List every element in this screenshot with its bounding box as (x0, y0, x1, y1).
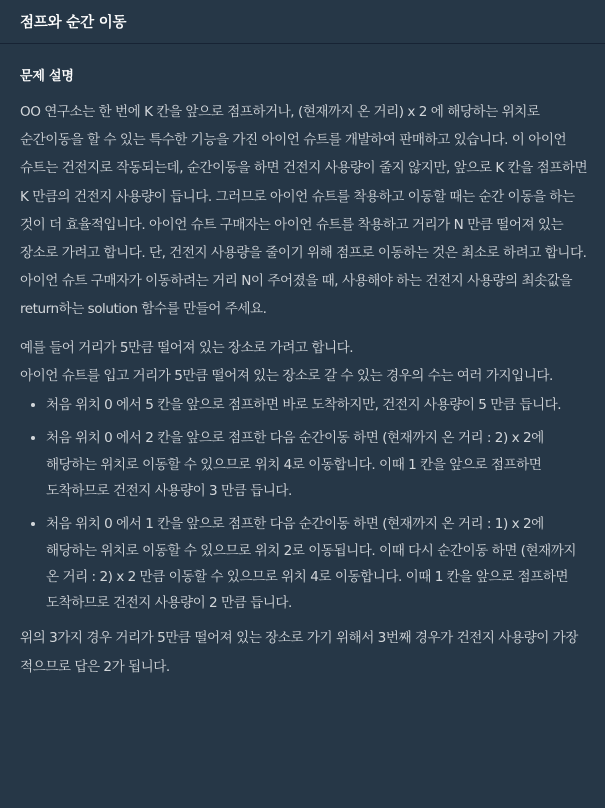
list-item: • 처음 위치 0 에서 5 칸을 앞으로 점프하면 바로 도착하지만, 건전지 사용량이 5 만큼 듭니다. (46, 392, 591, 418)
list-item: • 처음 위치 0 에서 2 칸을 앞으로 점프한 다음 순간이동 하면 (현재까지 온 거리 : 2) x 2에 해당하는 위치로 이동할 수 있으므로 위치 4로 이동합니다. 이때 1 칸을 앞으로 점프하면 도착하므로 건전지 사용량이 3 만큼 듭니다. (46, 425, 591, 504)
problem-title: 점프와 순간 이동 (20, 15, 127, 31)
example-intro (20, 334, 591, 390)
case-list (20, 392, 591, 616)
problem-header (0, 0, 605, 44)
list-item: • 처음 위치 0 에서 1 칸을 앞으로 점프한 다음 순간이동 하면 (현재까지 온 거리 : 1) x 2에 해당하는 위치로 이동할 수 있으므로 위치 2로 이동됩니다. 이때 다시 순간이동 하면 (현재까지 온 거리 : 2) x 2 만큼 이동할 수 있으므로 위치 4로 이동합니다. 이때 1 칸을 앞으로 점프하면 도착하므로 건전지 사용량이 2 만큼 듭니다. (46, 511, 591, 616)
example-line-1: 예를 들어 거리가 5만큼 떨어져 있는 장소로 가려고 합니다. (20, 339, 354, 356)
example-line-2: 아이언 슈트를 입고 거리가 5만큼 떨어져 있는 장소로 갈 수 있는 경우의 수는 여러 가지입니다. (20, 367, 553, 384)
description-paragraph: OO 연구소는 한 번에 K 칸을 앞으로 점프하거나, (현재까지 온 거리) x 2 에 해당하는 위치로 순간이동을 할 수 있는 특수한 기능을 가진 아이언 슈트를 개발하여 판매하고 있습니다. 이 아이언 슈트는 건전지로 작동되는데, 순간이동을 하면 건전지 사용량이 줄지 않지만, 앞으로 K 칸을 점프하면 K 만큼의 건전지 사용량이 듭니다. 그러므로 아이언 슈트를 착용하고 이동할 때는 순간 이동을 하는 것이 더 효율적입니다. 아이언 슈트 구매자는 아이언 슈트를 착용하고 거리가 N 만큼 떨어져 있는 장소로 가려고 합니다. 단, 건전지 사용량을 줄이기 위해 점프로 이동하는 것은 최소로 하려고 합니다. 아이언 슈트 구매자가 이동하려는 거리 N이 주어졌을 때, 사용해야 하는 건전지 사용량의 최솟값을 return하는 solution 함수를 만들어 주세요. (20, 104, 588, 318)
problem-description (0, 44, 605, 681)
conclusion-paragraph: 위의 3가지 경우 거리가 5만큼 떨어져 있는 장소로 가기 위해서 3번째 경우가 건전지 사용량이 가장 적으므로 답은 2가 됩니다. (20, 630, 578, 675)
section-title: 문제 설명 (20, 69, 74, 84)
